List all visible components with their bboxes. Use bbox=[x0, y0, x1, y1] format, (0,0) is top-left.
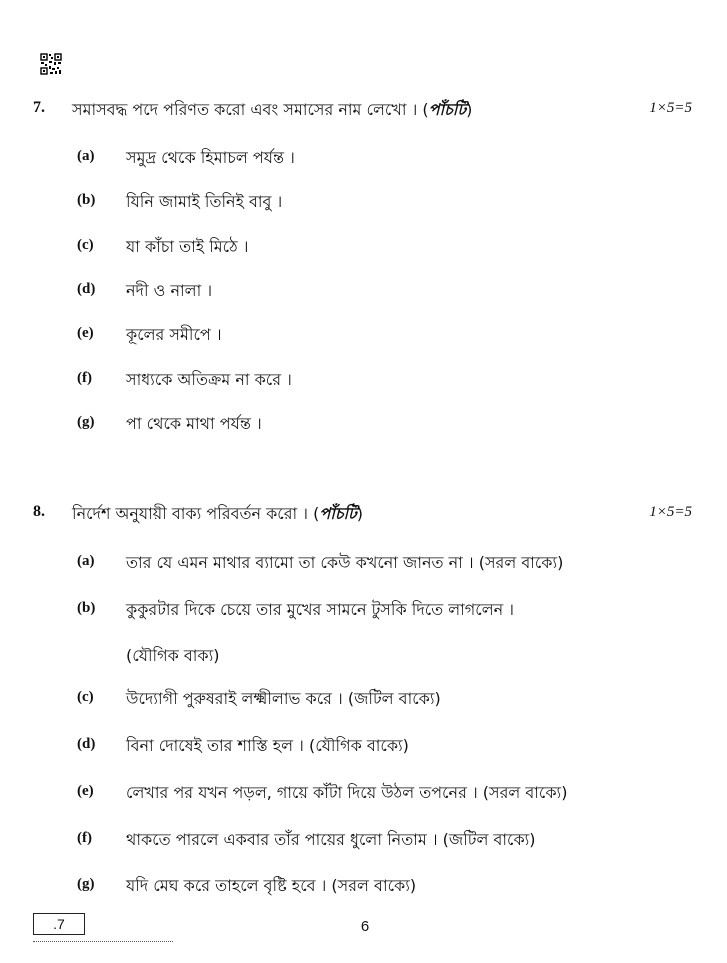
question-item bbox=[0, 187, 727, 217]
item-text: যদি মেঘ করে তাহলে বৃষ্টি হবে । (সরল বাক্যে) bbox=[126, 876, 417, 895]
question-header bbox=[0, 95, 727, 125]
question-item bbox=[0, 825, 727, 855]
item-label: (a) bbox=[77, 148, 95, 164]
item-text: কুকুরটার দিকে চেয়ে তার মুখের সামনে টুসকি দিতে লাগলেন । bbox=[126, 600, 514, 619]
footer-code-box: .7 bbox=[33, 913, 85, 935]
item-label: (c) bbox=[77, 237, 94, 253]
item-text: লেখার পর যখন পড়ল, গায়ে কাঁটা দিয়ে উঠল তপনের । (সরল বাক্যে) bbox=[126, 783, 568, 802]
question-item bbox=[0, 365, 727, 395]
item-text: থাকতে পারলে একবার তাঁর পায়ের ধুলো নিতাম । (জটিল বাক্যে) bbox=[126, 830, 536, 849]
question-marks: 1×5=5 bbox=[649, 504, 692, 520]
item-text: যিনি জামাই তিনিই বাবু । bbox=[126, 192, 283, 211]
question-item bbox=[0, 548, 727, 578]
item-label: (g) bbox=[77, 414, 95, 430]
item-label: (f) bbox=[77, 370, 92, 386]
question-header bbox=[0, 499, 727, 529]
question-item bbox=[0, 684, 727, 714]
question-number: 8. bbox=[33, 503, 45, 520]
item-text-continued: (যৌগিক বাক্য) bbox=[126, 646, 220, 665]
item-text: পা থেকে মাথা পর্যন্ত । bbox=[126, 414, 262, 433]
item-label: (b) bbox=[77, 192, 96, 208]
item-text: তার যে এমন মাথার ব্যামো তা কেউ কখনো জানত না । (সরল বাক্যে) bbox=[126, 553, 564, 572]
question-item bbox=[0, 320, 727, 350]
question-text: নির্দেশ অনুযায়ী বাক্য পরিবর্তন করো । (পাঁচটি) bbox=[72, 504, 364, 523]
question-emphasis: পাঁচটি bbox=[428, 100, 467, 119]
item-text: সাধ্যকে অতিক্রম না করে । bbox=[126, 370, 292, 389]
item-label: (e) bbox=[77, 325, 94, 341]
item-label: (g) bbox=[77, 876, 95, 892]
item-text: উদ্যোগী পুরুষরাই লক্ষ্মীলাভ করে । (জটিল বাক্যে) bbox=[126, 689, 441, 708]
item-label: (f) bbox=[77, 830, 92, 846]
question-item bbox=[0, 731, 727, 761]
item-text: বিনা দোষেই তার শাস্তি হল । (যৌগিক বাক্যে) bbox=[126, 736, 409, 755]
item-label: (a) bbox=[77, 553, 95, 569]
question-text: সমাসবদ্ধ পদে পরিণত করো এবং সমাসের নাম লেখো । (পাঁচটি) bbox=[72, 100, 473, 119]
item-text: কূলের সমীপে । bbox=[126, 325, 222, 344]
question-item bbox=[0, 871, 727, 901]
item-label: (e) bbox=[77, 783, 94, 799]
question-marks: 1×5=5 bbox=[649, 100, 692, 116]
item-label: (b) bbox=[77, 600, 96, 616]
footer-divider bbox=[33, 941, 173, 942]
qr-code-icon bbox=[40, 53, 62, 75]
page-number: 6 bbox=[360, 918, 370, 935]
question-item bbox=[0, 595, 727, 665]
item-text: সমুদ্র থেকে হিমাচল পর্যন্ত । bbox=[126, 148, 295, 167]
question-item bbox=[0, 778, 727, 808]
item-label: (d) bbox=[77, 281, 96, 297]
item-text: যা কাঁচা তাই মিঠে । bbox=[126, 237, 249, 256]
question-item bbox=[0, 276, 727, 306]
question-item bbox=[0, 143, 727, 173]
question-item bbox=[0, 409, 727, 439]
question-number: 7. bbox=[33, 99, 45, 116]
question-item bbox=[0, 232, 727, 262]
item-text: নদী ও নালা । bbox=[126, 281, 213, 300]
item-label: (d) bbox=[77, 736, 96, 752]
item-label: (c) bbox=[77, 689, 94, 705]
question-emphasis: পাঁচটি bbox=[319, 504, 357, 523]
